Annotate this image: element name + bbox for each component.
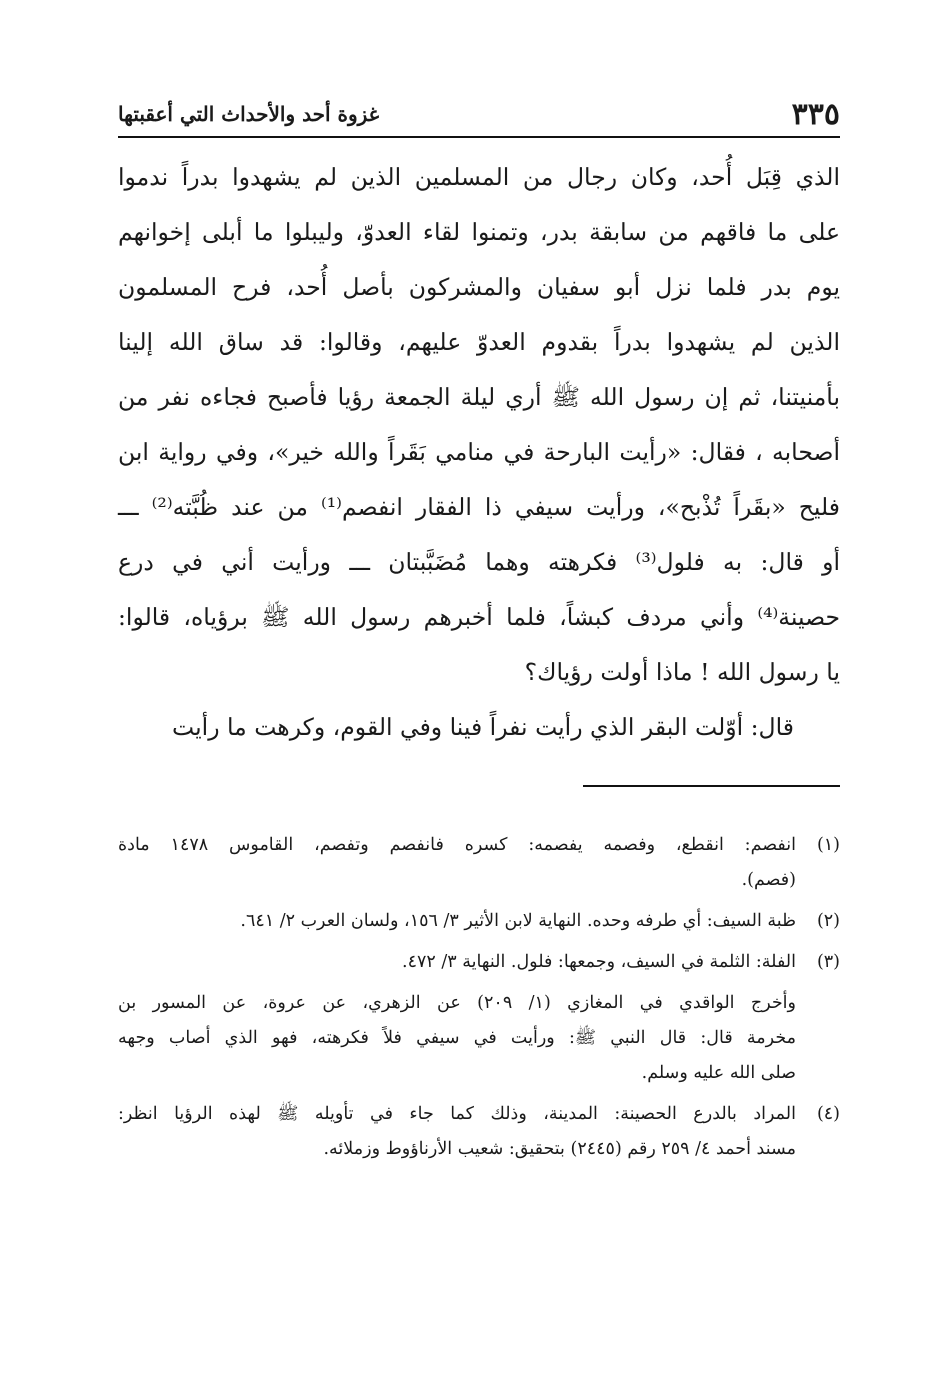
text-line: فليح «بقَراً تُذْبح»، ورأيت سيفي ذا الفقار انفصم⁽¹⁾ من عند ظُبَّته⁽²⁾ ـــ bbox=[118, 493, 840, 521]
footnotes bbox=[118, 828, 840, 1167]
text-line: يا رسول الله ! ماذا أولت رؤياك؟ bbox=[524, 658, 840, 686]
text-line: حصينة⁽⁴⁾ وأني مردف كبشاً، فلما أخبرهم رسول الله ﷺ برؤياه، قالوا: bbox=[118, 603, 840, 631]
text-line: بأمنيتنا، ثم إن رسول الله ﷺ أري ليلة الجمعة رؤيا فأصبح فجاءه نفر من bbox=[118, 383, 840, 411]
footnote-line: المراد بالدرع الحصينة: المدينة، وذلك كما جاء في تأويله ﷺ لهذه الرؤيا انظر: bbox=[118, 1104, 796, 1124]
footnote-line: ظبة السيف: أي طرفه وحده. النهاية لابن الأثير ٣/ ١٥٦، ولسان العرب ٢/ ٦٤١. bbox=[240, 911, 796, 931]
footnote-line: وأخرج الواقدي في المغازي (١/ ٢٠٩) عن الزهري، عن عروة، عن المسور بن bbox=[118, 993, 796, 1013]
footnote-3-note bbox=[118, 986, 840, 1091]
text-line: أو قال: به فلول⁽³⁾ فكرهته وهما مُضَبَّبتان ـــ ورأيت أني في درع bbox=[118, 548, 841, 576]
text-line: على ما فاقهم من سابقة بدر، وتمنوا لقاء العدوّ، وليبلوا ما أبلى إخوانهم bbox=[118, 218, 840, 246]
text-line: أصحابه ، فقال: «رأيت البارحة في منامي بَقَراً والله خير»، وفي رواية ابن bbox=[118, 438, 840, 466]
text-line: يوم بدر فلما نزل أبو سفيان والمشركون بأصل أُحد، فرح المسلمون bbox=[118, 273, 840, 301]
footnote-number: (٢) bbox=[816, 911, 840, 931]
footnote-1 bbox=[118, 828, 840, 898]
running-title: غزوة أحد والأحداث التي أعقبتها bbox=[118, 102, 380, 126]
text-line: الذي قِبَل أُحد، وكان رجال من المسلمين الذين لم يشهدوا بدراً ندموا bbox=[118, 163, 840, 191]
footnote-number: (٣) bbox=[816, 952, 840, 972]
footnote-line: صلى الله عليه وسلم. bbox=[641, 1063, 796, 1083]
footnote-4 bbox=[118, 1097, 840, 1167]
footnote-line: مسند أحمد ٤/ ٢٥٩ رقم (٢٤٤٥) بتحقيق: شعيب الأرناؤوط وزملائه. bbox=[323, 1139, 796, 1159]
footnote-line: مخرمة قال: قال النبي ﷺ: ورأيت في سيفي فلاً فكرهته، فهو الذي أصاب وجهه bbox=[118, 1028, 796, 1048]
footnote-line: الفلة: الثلمة في السيف، وجمعها: فلول. النهاية ٣/ ٤٧٢. bbox=[401, 952, 796, 972]
footnote-number: (١) bbox=[816, 835, 840, 855]
footnote-2 bbox=[118, 904, 840, 939]
main-text bbox=[118, 150, 840, 755]
footnote-3 bbox=[118, 945, 840, 980]
text-line: قال: أوّلت البقر الذي رأيت نفراً فينا وفي القوم، وكرهت ما رأيت bbox=[172, 713, 794, 741]
page-header bbox=[118, 92, 840, 138]
footnote-number: (٤) bbox=[816, 1104, 840, 1124]
text-line: الذين لم يشهدوا بدراً بقدوم العدوّ عليهم، وقالوا: قد ساق الله إلينا bbox=[118, 328, 840, 356]
footnote-line: انفصم: انقطع، وفصمه يفصمه: كسره فانفصم وتفصم، القاموس ١٤٧٨ مادة bbox=[118, 835, 796, 855]
page-number: ٣٣٥ bbox=[791, 96, 840, 132]
footnote-separator bbox=[583, 785, 840, 787]
footnote-line: (فصم). bbox=[741, 870, 796, 890]
